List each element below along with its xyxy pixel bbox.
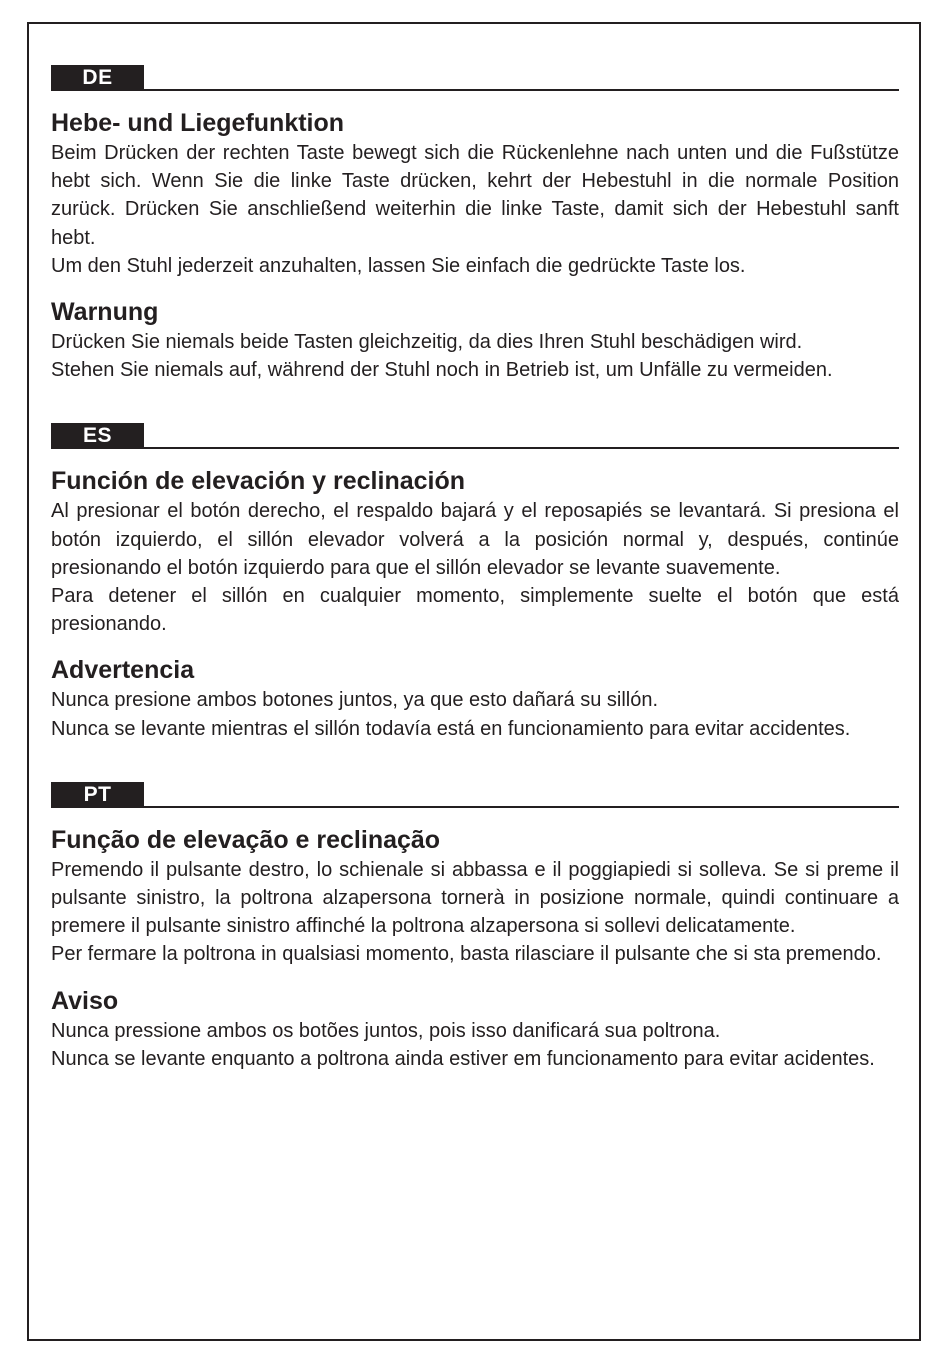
- header-rule: [144, 806, 899, 808]
- section-de: [51, 65, 899, 384]
- header-rule: [144, 89, 899, 91]
- warning-paragraph: Nunca presione ambos botones juntos, ya que esto dañará su sillón.: [51, 689, 659, 712]
- language-badge: DE: [51, 65, 144, 91]
- warning-heading: Warnung: [51, 298, 159, 327]
- document-content: [51, 65, 899, 1073]
- section-pt: [51, 782, 899, 1073]
- warning-paragraph: Nunca se levante enquanto a poltrona ainda estiver em funcionamento para evitar acidentes.: [51, 1047, 875, 1070]
- function-heading: Função de elevação e reclinação: [51, 825, 441, 854]
- language-badge: PT: [51, 782, 144, 808]
- warning-paragraph: Drücken Sie niemals beide Tasten gleichzeitig, da dies Ihren Stuhl beschädigen wird.: [51, 331, 803, 354]
- section-es: [51, 423, 899, 742]
- function-paragraph: Para detener el sillón en cualquier momento, simplemente suelte el botón que está presionando.: [51, 585, 899, 636]
- function-paragraph: Beim Drücken der rechten Taste bewegt sich die Rückenlehne nach unten und die Fußstütze hebt sich. Wenn Sie die linke Taste drücken, kehrt der Hebestuhl in die normale Position zurück. Drücken Sie anschließend weiterhin die linke Taste, damit sich der Hebestuhl sanft hebt.: [51, 142, 899, 249]
- function-paragraph: Al presionar el botón derecho, el respaldo bajará y el reposapiés se levantará. Si presiona el botón izquierdo, el sillón elevador volverá a la posición normal y, después, continúe presionando el botón izquierdo para que el sillón elevador se levante suavemente.: [51, 500, 899, 579]
- warning-heading: Advertencia: [51, 656, 195, 685]
- function-paragraph: Um den Stuhl jederzeit anzuhalten, lassen Sie einfach die gedrückte Taste los.: [51, 254, 746, 277]
- warning-paragraph: Nunca pressione ambos os botões juntos, pois isso danificará sua poltrona.: [51, 1019, 721, 1042]
- language-badge: ES: [51, 423, 144, 449]
- language-header-pt: [51, 782, 899, 808]
- function-paragraph: Per fermare la poltrona in qualsiasi momento, basta rilasciare il pulsante che si sta premendo.: [51, 943, 882, 966]
- warning-paragraph: Stehen Sie niemals auf, während der Stuhl noch in Betrieb ist, um Unfälle zu vermeiden.: [51, 359, 833, 382]
- language-header-es: [51, 423, 899, 449]
- function-heading: Hebe- und Liegefunktion: [51, 109, 345, 137]
- language-header-de: [51, 65, 899, 91]
- header-rule: [144, 447, 899, 449]
- function-paragraph: Premendo il pulsante destro, lo schienale si abbassa e il poggiapiedi si solleva. Se si preme il pulsante sinistro, la poltrona alzapersona tornerà in posizione normale, quindi continuare a premere il pulsante sinistro affinché la poltrona alzapersona si sollevi delicatamente.: [51, 858, 899, 938]
- function-heading: Función de elevación y reclinación: [51, 467, 466, 496]
- warning-paragraph: Nunca se levante mientras el sillón todavía está en funcionamiento para evitar accidentes.: [51, 717, 851, 740]
- warning-heading: Aviso: [51, 986, 119, 1015]
